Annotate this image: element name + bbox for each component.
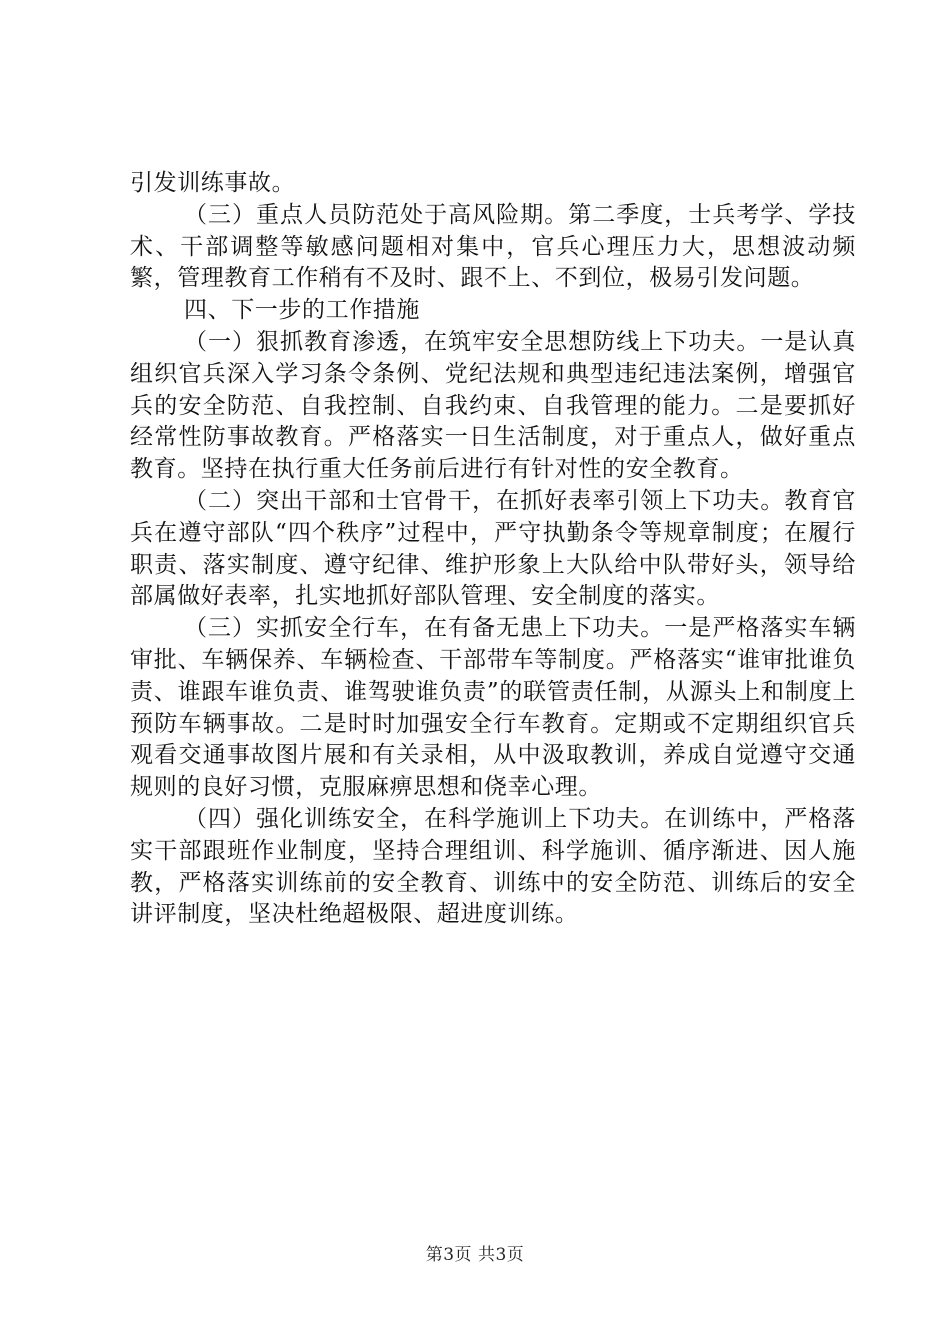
paragraph-cadre-leadership: （二）突出干部和士官骨干，在抓好表率引领上下功夫。教育官兵在遵守部队“四个秩序”过程中，严守执勤条令等规章制度；在履行职责、落实制度、遵守纪律、维护形象上大队给中队带好头，领导给部属做好表率，扎实地抓好部队管理、安全制度的落实。 xyxy=(130,487,856,610)
paragraph-education: （一）狠抓教育渗透，在筑牢安全思想防线上下功夫。一是认真组织官兵深入学习条令条例、党纪法规和典型违纪违法案例，增强官兵的安全防范、自我控制、自我约束、自我管理的能力。二是要抓好经常性防事故教育。严格落实一日生活制度，对于重点人，做好重点教育。坚持在执行重大任务前后进行有针对性的安全教育。 xyxy=(130,328,856,483)
paragraph-key-personnel-risk: （三）重点人员防范处于高风险期。第二季度，士兵考学、学技术、干部调整等敏感问题相对集中，官兵心理压力大，思想波动频繁，管理教育工作稍有不及时、跟不上、不到位，极易引发问题。 xyxy=(130,201,856,292)
paragraph-vehicle-safety: （三）实抓安全行车，在有备无患上下功夫。一是严格落实车辆审批、车辆保养、车辆检查、干部带车等制度。严格落实“谁审批谁负责、谁跟车谁负责、谁驾驶谁负责”的联管责任制，从源头上和制度上预防车辆事故。二是时时加强安全行车教育。定期或不定期组织官兵观看交通事故图片展和有关录相，从中汲取教训，养成自觉遵守交通规则的良好习惯，克服麻痹思想和侥幸心理。 xyxy=(130,615,856,801)
paragraph-training-safety: （四）强化训练安全，在科学施训上下功夫。在训练中，严格落实干部跟班作业制度，坚持合理组训、科学施训、循序渐进、因人施教，严格落实训练前的安全教育、训练中的安全防范、训练后的安全讲评制度，坚决杜绝超极限、超进度训练。 xyxy=(130,805,856,928)
section-heading-next-steps: 四、下一步的工作措施 xyxy=(184,297,420,324)
page-number-footer: 第3页 共3页 xyxy=(425,1245,525,1265)
paragraph-continuation: 引发训练事故。 xyxy=(130,170,296,196)
document-body xyxy=(130,168,856,931)
